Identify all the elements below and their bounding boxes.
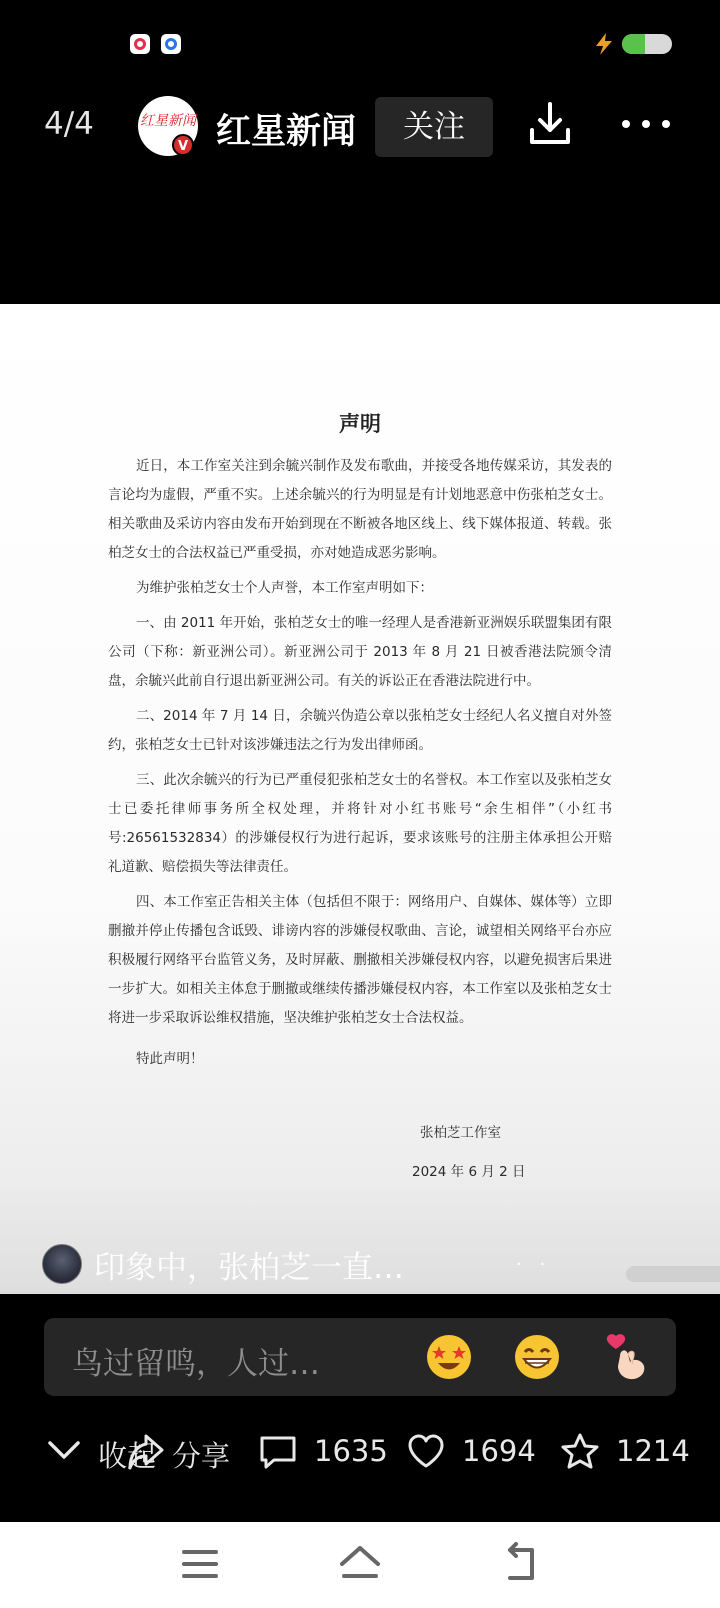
comments-count: 1635 [314,1434,388,1468]
account-name[interactable]: 红星新闻 [216,112,357,152]
document-paragraph: 四、本工作室正告相关主体（包括但不限于：网络用户、自媒体、媒体等）立即删撤并停止传播包含诋毁、诽谤内容的涉嫌侵权歌曲、言论，诚望相关网络平台亦应积极履行网络平台监管义务，及时屏蔽、删撤相关涉嫌侵权内容，以避免损害后果进一步扩大。如相关主体怠于删撤或继续传播涉嫌侵权内容，本工作室以及张柏芝女士将进一步采取诉讼维权措施，坚决维护张柏芝女士合法权益。 [108,894,612,1026]
caption-trail: · · [516,1254,552,1275]
document-paragraph: 三、此次余毓兴的行为已严重侵犯张柏芝女士的名誉权。本工作室以及张柏芝女士已委托律师事务所全权处理，并将针对小红书账号“余生相伴”（小红书号:26561532834）的涉嫌侵权行为进行起诉，要求该账号的注册主体承担公开赔礼道歉、赔偿损失等法律责任。 [108,772,612,875]
back-icon[interactable] [496,1542,544,1586]
heart-hand-emoji[interactable] [602,1332,652,1382]
grin-emoji[interactable] [512,1332,562,1382]
caption-text[interactable]: 印象中，张柏芝一直… [94,1250,404,1286]
comment-icon [258,1432,298,1472]
battery-level [622,34,645,54]
document-date: 2024 年 6 月 2 日 [412,1164,526,1180]
status-bar [0,0,720,88]
comment-input[interactable] [44,1318,676,1396]
download-icon[interactable] [526,100,574,148]
comment-placeholder: 鸟过留鸣，人过… [72,1346,320,1382]
caption-author-avatar [42,1244,82,1284]
follow-button[interactable]: 关注 [375,97,493,157]
share-icon [128,1432,164,1472]
page-counter: 4/4 [44,106,94,142]
verified-badge: V [172,134,194,156]
collapse-label: 收起 [98,1439,157,1473]
document-paragraph: 为维护张柏芝女士个人声誉，本工作室声明如下： [136,580,433,596]
action-bar [0,1420,720,1484]
document-paragraph: 二、2014 年 7 月 14 日，余毓兴伪造公章以张柏芝女士经纪人名义擅自对外签约，张柏芝女士已针对该涉嫌违法之行为发出律师函。 [108,708,612,753]
image-watermark [626,1266,720,1282]
document-signature: 张柏芝工作室 [420,1125,501,1141]
heart-icon [406,1432,446,1472]
share-button[interactable] [128,1420,238,1484]
likes-count: 1694 [462,1434,536,1468]
document-paragraph: 一、由 2011 年开始，张柏芝女士的唯一经理人是香港新亚洲娱乐联盟集团有限公司（下称：新亚洲公司）。新亚洲公司于 2013 年 8 月 21 日被香港法院颁令清盘，余毓兴此前自行退出新亚洲公司。有关的诉讼正在香港法院进行中。 [108,615,612,689]
post-header [0,88,720,188]
document-paragraph: 特此声明！ [136,1051,204,1067]
charging-icon [594,33,614,55]
system-navigation-bar [0,1522,720,1608]
share-label: 分享 [172,1439,231,1473]
statement-image[interactable] [0,304,720,1294]
more-icon[interactable] [618,108,674,140]
favorites-count: 1214 [616,1434,690,1468]
star-icon [560,1432,600,1472]
document-title: 声明 [339,412,381,436]
star-eyes-emoji[interactable] [424,1332,474,1382]
favorite-button[interactable] [560,1420,690,1484]
menu-icon[interactable] [176,1542,224,1586]
avatar-logo-text: 红星新闻 [140,113,196,129]
xiaohongshu-notification-icon [130,34,150,54]
chevron-down-icon [46,1432,82,1468]
post-caption[interactable] [42,1242,702,1286]
home-icon[interactable] [336,1542,384,1586]
app-notification-icon [161,34,181,54]
comments-button[interactable] [258,1420,388,1484]
document-paragraph: 近日，本工作室关注到余毓兴制作及发布歌曲，并接受各地传媒采访，其发表的言论均为虚假，严重不实。上述余毓兴的行为明显是有计划地恶意中伤张柏芝女士。相关歌曲及采访内容由发布开始到现在不断被各地区线上、线下媒体报道、转载。张柏芝女士的合法权益已严重受损，亦对她造成恶劣影响。 [108,458,612,561]
like-button[interactable] [406,1420,536,1484]
battery-icon [622,34,672,54]
